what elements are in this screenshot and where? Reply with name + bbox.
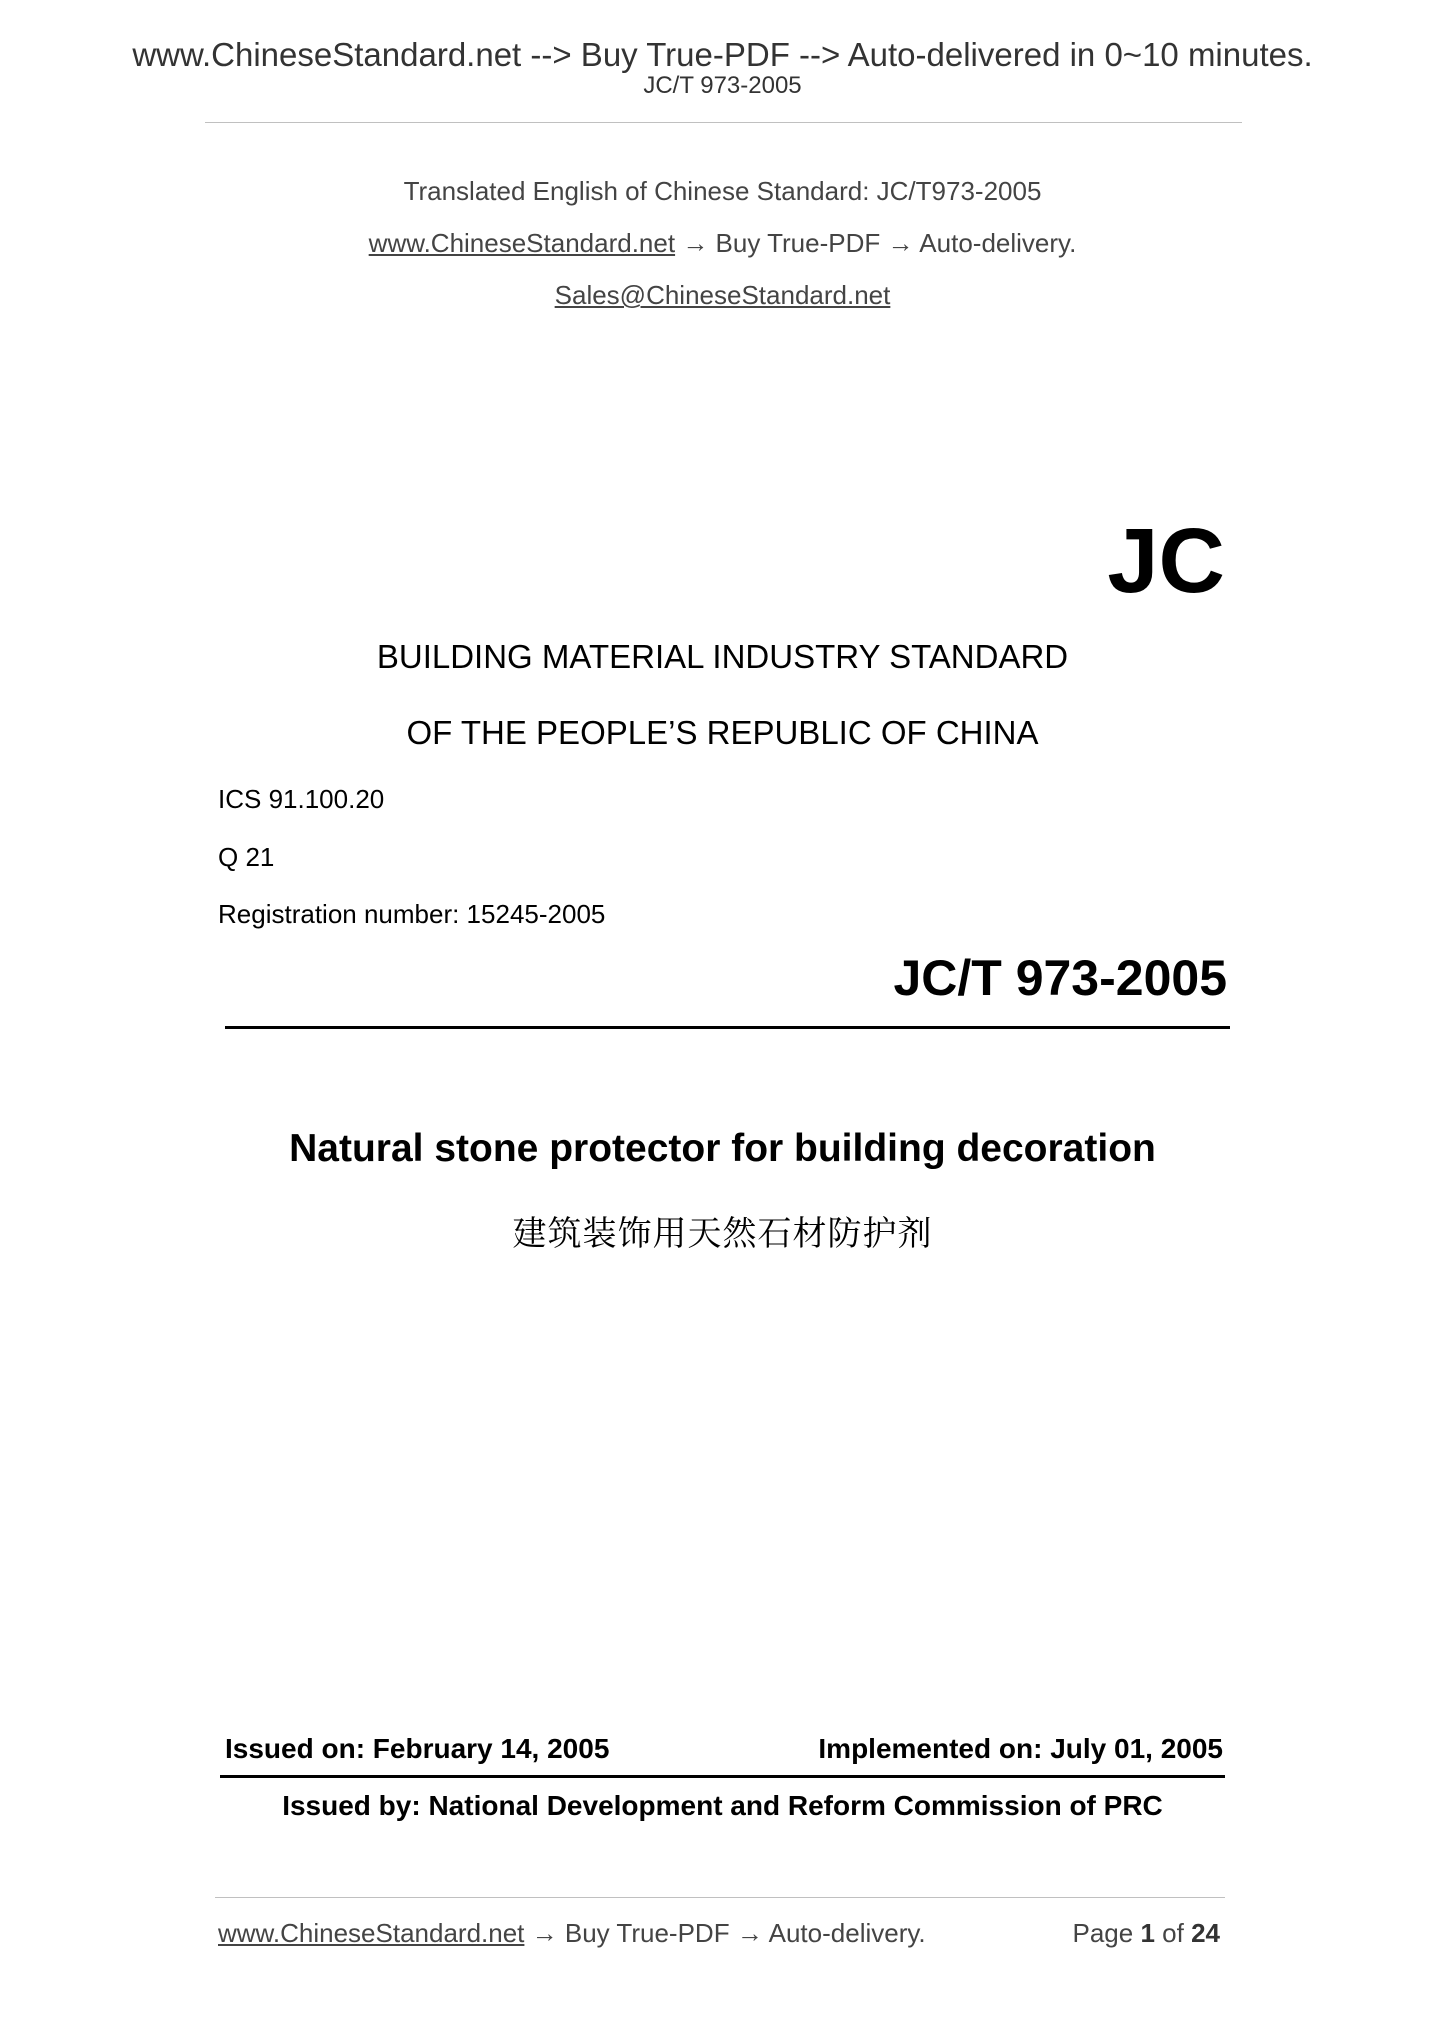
standard-type-line1: BUILDING MATERIAL INDUSTRY STANDARD: [376, 638, 1069, 675]
footer-purchase-line: [218, 1918, 926, 1949]
implemented-on-date: Implemented on: July 01, 2005: [818, 1733, 1223, 1764]
title-english: Natural stone protector for building decoration: [289, 1127, 1156, 1170]
footer-site-link[interactable]: www.ChineseStandard.net: [218, 1918, 525, 1948]
issued-on-date: Issued on: February 14, 2005: [225, 1733, 610, 1764]
footer-buy-text: Buy True-PDF: [564, 1918, 730, 1948]
title-chinese: 建筑装饰用天然石材防护剂: [512, 1215, 933, 1253]
arrow-right-icon: →: [682, 228, 709, 258]
arrow-right-icon: →: [736, 1918, 763, 1948]
top-banner: www.ChineseStandard.net --> Buy True-PDF --> Auto-delivered in 0~10 minutes.: [132, 36, 1313, 73]
jc-mark: JC: [1107, 510, 1225, 612]
site-link[interactable]: www.ChineseStandard.net: [368, 228, 676, 258]
issue-divider: [220, 1775, 1225, 1778]
email-link[interactable]: Sales@ChineseStandard.net: [554, 280, 891, 310]
arrow-right-icon: →: [887, 228, 914, 258]
standard-type-line2: OF THE PEOPLE’S REPUBLIC OF CHINA: [406, 714, 1039, 751]
of-label: of: [1162, 1918, 1184, 1948]
header-divider: [205, 122, 1242, 123]
auto-delivery-text: Auto-delivery.: [919, 228, 1077, 258]
page-label: Page: [1072, 1918, 1134, 1948]
registration-number: Registration number: 15245-2005: [218, 899, 606, 929]
footer-auto-delivery-text: Auto-delivery.: [768, 1918, 926, 1948]
arrow-right-icon: →: [531, 1918, 558, 1948]
page-number: 1: [1140, 1918, 1155, 1948]
total-pages: 24: [1191, 1918, 1220, 1948]
standard-number-divider: [225, 1026, 1230, 1029]
running-head: JC/T 973-2005: [643, 72, 802, 99]
standard-number: JC/T 973-2005: [893, 950, 1227, 1006]
footer-divider: [215, 1897, 1225, 1898]
ics-code: ICS 91.100.20: [218, 784, 385, 814]
email-line: [0, 280, 1445, 311]
translation-note: Translated English of Chinese Standard: JC/T973-2005: [403, 176, 1042, 206]
purchase-line: [0, 228, 1445, 259]
ccs-code: Q 21: [218, 842, 275, 872]
buy-text: Buy True-PDF: [715, 228, 881, 258]
page-indicator: [1072, 1918, 1220, 1949]
issued-by: Issued by: National Development and Reform Commission of PRC: [282, 1790, 1163, 1821]
